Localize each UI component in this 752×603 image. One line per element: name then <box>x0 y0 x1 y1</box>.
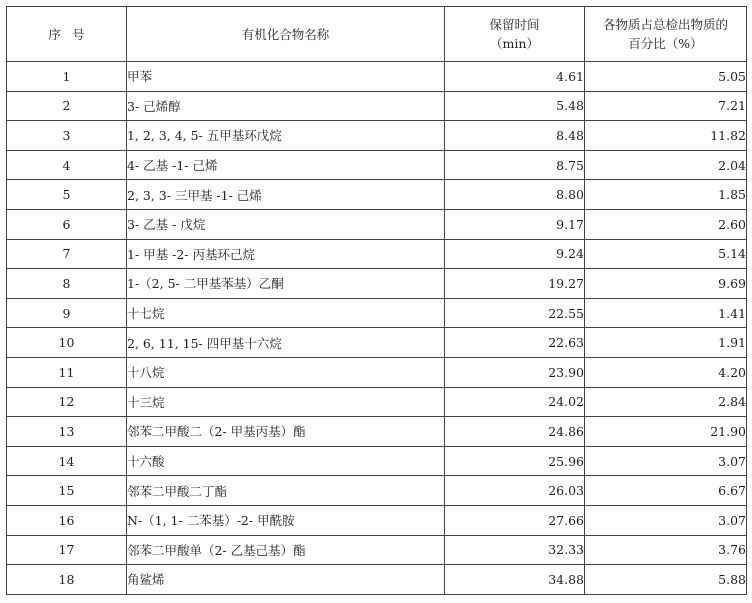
cell-percentage: 11.82 <box>585 121 747 151</box>
cell-number: 3 <box>7 121 127 151</box>
table-row <box>7 417 747 447</box>
cell-number: 6 <box>7 209 127 239</box>
cell-number: 16 <box>7 505 127 535</box>
header-percentage-line2: 百分比（%） <box>628 36 703 51</box>
cell-compound-name: 1-（2, 5- 二甲基苯基）乙酮 <box>127 269 445 299</box>
cell-retention-time: 19.27 <box>445 269 585 299</box>
cell-retention-time: 8.48 <box>445 121 585 151</box>
cell-retention-time: 8.75 <box>445 150 585 180</box>
table-row <box>7 62 747 92</box>
cell-compound-name: 邻苯二甲酸单（2- 乙基己基）酯 <box>127 535 445 565</box>
header-retention-time-line1: 保留时间 <box>489 17 540 32</box>
cell-number: 10 <box>7 328 127 358</box>
cell-number: 17 <box>7 535 127 565</box>
cell-compound-name: 2, 6, 11, 15- 四甲基十六烷 <box>127 328 445 358</box>
cell-compound-name: 4- 乙基 -1- 己烯 <box>127 150 445 180</box>
header-retention-time <box>445 7 585 62</box>
cell-retention-time: 8.80 <box>445 180 585 210</box>
cell-number: 2 <box>7 91 127 121</box>
cell-compound-name: N-（1, 1- 二苯基）-2- 甲酰胺 <box>127 505 445 535</box>
cell-retention-time: 25.96 <box>445 446 585 476</box>
cell-retention-time: 27.66 <box>445 505 585 535</box>
cell-percentage: 1.91 <box>585 328 747 358</box>
cell-number: 5 <box>7 180 127 210</box>
cell-percentage: 4.20 <box>585 357 747 387</box>
header-number-label: 序号 <box>48 26 96 42</box>
header-number <box>7 7 127 62</box>
table-row <box>7 209 747 239</box>
cell-percentage: 3.07 <box>585 505 747 535</box>
cell-retention-time: 9.17 <box>445 209 585 239</box>
table-row <box>7 328 747 358</box>
cell-compound-name: 3- 己烯醇 <box>127 91 445 121</box>
cell-percentage: 3.07 <box>585 446 747 476</box>
table-row <box>7 150 747 180</box>
cell-percentage: 5.88 <box>585 565 747 595</box>
cell-retention-time: 24.02 <box>445 387 585 417</box>
cell-compound-name: 角鲨烯 <box>127 565 445 595</box>
cell-percentage: 7.21 <box>585 91 747 121</box>
table-row <box>7 91 747 121</box>
cell-retention-time: 22.63 <box>445 328 585 358</box>
cell-percentage: 21.90 <box>585 417 747 447</box>
cell-compound-name: 十六酸 <box>127 446 445 476</box>
cell-percentage: 9.69 <box>585 269 747 299</box>
cell-percentage: 2.60 <box>585 209 747 239</box>
table-header <box>7 7 747 62</box>
cell-compound-name: 十三烷 <box>127 387 445 417</box>
header-compound-name <box>127 7 445 62</box>
cell-number: 15 <box>7 476 127 506</box>
cell-retention-time: 23.90 <box>445 357 585 387</box>
table-body <box>7 62 747 595</box>
table-row <box>7 505 747 535</box>
cell-number: 12 <box>7 387 127 417</box>
cell-percentage: 5.05 <box>585 62 747 92</box>
cell-percentage: 3.76 <box>585 535 747 565</box>
cell-number: 4 <box>7 150 127 180</box>
cell-retention-time: 5.48 <box>445 91 585 121</box>
cell-percentage: 2.84 <box>585 387 747 417</box>
cell-compound-name: 1, 2, 3, 4, 5- 五甲基环戊烷 <box>127 121 445 151</box>
cell-compound-name: 3- 乙基 - 戊烷 <box>127 209 445 239</box>
header-compound-name-label: 有机化合物名称 <box>241 26 330 42</box>
header-percentage <box>585 7 747 62</box>
cell-retention-time: 4.61 <box>445 62 585 92</box>
table-row <box>7 239 747 269</box>
cell-retention-time: 32.33 <box>445 535 585 565</box>
table-row <box>7 121 747 151</box>
header-retention-time-line2: （min） <box>490 36 539 51</box>
header-row <box>7 7 747 62</box>
cell-retention-time: 9.24 <box>445 239 585 269</box>
cell-compound-name: 甲苯 <box>127 62 445 92</box>
cell-number: 8 <box>7 269 127 299</box>
cell-number: 13 <box>7 417 127 447</box>
cell-percentage: 2.04 <box>585 150 747 180</box>
cell-number: 7 <box>7 239 127 269</box>
table-row <box>7 387 747 417</box>
cell-retention-time: 26.03 <box>445 476 585 506</box>
cell-retention-time: 22.55 <box>445 298 585 328</box>
table-row <box>7 565 747 595</box>
cell-compound-name: 邻苯二甲酸二（2- 甲基丙基）酯 <box>127 417 445 447</box>
cell-percentage: 1.41 <box>585 298 747 328</box>
table-row <box>7 446 747 476</box>
compound-table <box>6 6 747 595</box>
cell-retention-time: 34.88 <box>445 565 585 595</box>
cell-compound-name: 2, 3, 3- 三甲基 -1- 己烯 <box>127 180 445 210</box>
cell-number: 18 <box>7 565 127 595</box>
header-percentage-line1: 各物质占总检出物质的 <box>602 17 728 32</box>
cell-number: 9 <box>7 298 127 328</box>
table-row <box>7 476 747 506</box>
cell-compound-name: 邻苯二甲酸二丁酯 <box>127 476 445 506</box>
cell-number: 11 <box>7 357 127 387</box>
cell-compound-name: 十八烷 <box>127 357 445 387</box>
table-row <box>7 357 747 387</box>
cell-percentage: 1.85 <box>585 180 747 210</box>
cell-number: 1 <box>7 62 127 92</box>
table-row <box>7 269 747 299</box>
table-row <box>7 180 747 210</box>
cell-percentage: 5.14 <box>585 239 747 269</box>
cell-compound-name: 十七烷 <box>127 298 445 328</box>
cell-compound-name: 1- 甲基 -2- 丙基环己烷 <box>127 239 445 269</box>
cell-percentage: 6.67 <box>585 476 747 506</box>
table-row <box>7 535 747 565</box>
cell-retention-time: 24.86 <box>445 417 585 447</box>
table-row <box>7 298 747 328</box>
cell-number: 14 <box>7 446 127 476</box>
